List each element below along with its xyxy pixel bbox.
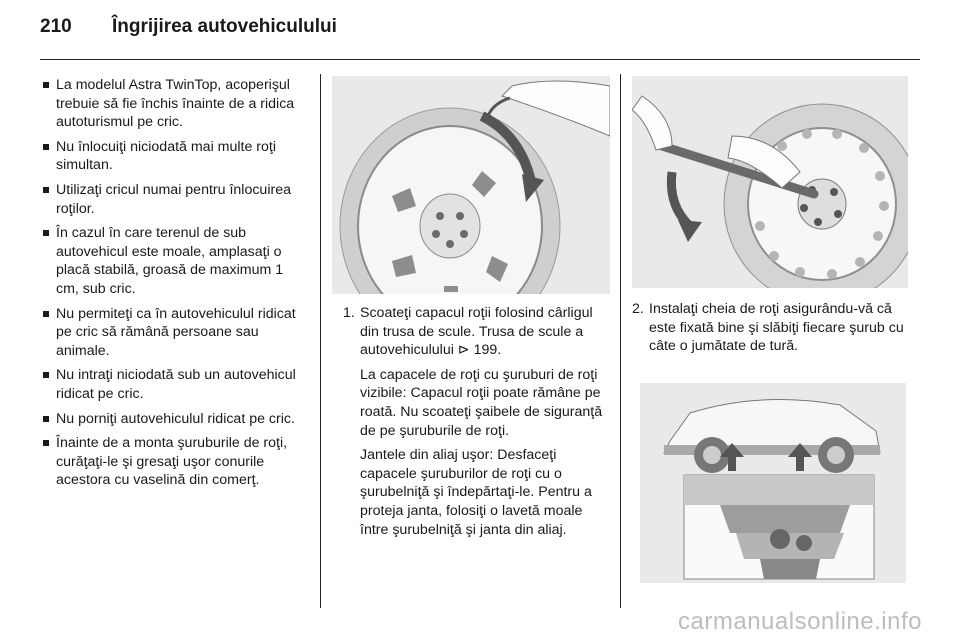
- step-1-instruction: Scoateţi capacul roţii folosind cârligul din trusa de scule. Trusa de scule a autovehiculului ⊳ 199.: [360, 305, 593, 359]
- list-item: Nu înlocuiţi niciodată mai multe roţi simultan.: [42, 138, 304, 175]
- page-header: [40, 16, 337, 46]
- header-rule: [40, 59, 920, 60]
- list-item: Nu porniţi autovehiculul ridicat pe cric.: [42, 410, 304, 429]
- step-1: [343, 304, 607, 545]
- safety-bullet-list: [42, 76, 304, 490]
- step-1-note-alloy-wheels: Jantele din aliaj uşor: Desfaceţi capacele şuruburilor de roţi cu o şurubelniţă şi îndepărtaţi-le. Pentru a proteja janta, folosiţi o lavetă moale între şurubelniţă şi janta din aliaj.: [360, 447, 592, 538]
- step-2-instruction: Instalaţi cheia de roţi asigurându-vă că este fixată bine şi slăbiţi fiecare şurub cu câte o jumătate de tură.: [649, 301, 904, 355]
- wheel-cover-illustration: [332, 76, 610, 294]
- list-item: Înainte de a monta şuruburile de roţi, curăţaţi-le şi gresaţi uşor conurile acestora cu vaselină din comerţ.: [42, 434, 304, 490]
- watermark: carmanualsonline.info: [678, 608, 922, 635]
- wheel-wrench-illustration: [632, 76, 908, 288]
- step-number: 2.: [632, 301, 644, 317]
- list-item: În cazul în care terenul de sub autovehicul este moale, amplasaţi o placă stabilă, groasă de maximum 1 cm, sub cric.: [42, 224, 304, 298]
- page-number: 210: [40, 16, 72, 37]
- step-2: [632, 300, 910, 362]
- list-item: La modelul Astra TwinTop, acoperişul trebuie să fie închis înainte de a ridica autoturismul pe cric.: [42, 76, 304, 132]
- column-divider: [320, 74, 321, 608]
- step-1-note-visible-bolts: La capacele de roţi cu şuruburi de roţi vizibile: Capacul roţii poate rămâne pe roată. Nu scoateţi şaibele de siguranţă de pe şuruburile de roţi.: [360, 366, 603, 439]
- list-item: Nu intraţi niciodată sub un autovehicul ridicat pe cric.: [42, 366, 304, 403]
- step-number: 1.: [343, 305, 355, 321]
- column-divider: [620, 74, 621, 608]
- safety-notes-column: [42, 76, 304, 496]
- page-title: Îngrijirea autovehiculului: [112, 16, 337, 37]
- list-item: Utilizaţi cricul numai pentru înlocuirea roţilor.: [42, 181, 304, 218]
- list-item: Nu permiteţi ca în autovehiculul ridicat pe cric să rămână persoane sau animale.: [42, 305, 304, 361]
- jack-point-illustration: [640, 383, 906, 583]
